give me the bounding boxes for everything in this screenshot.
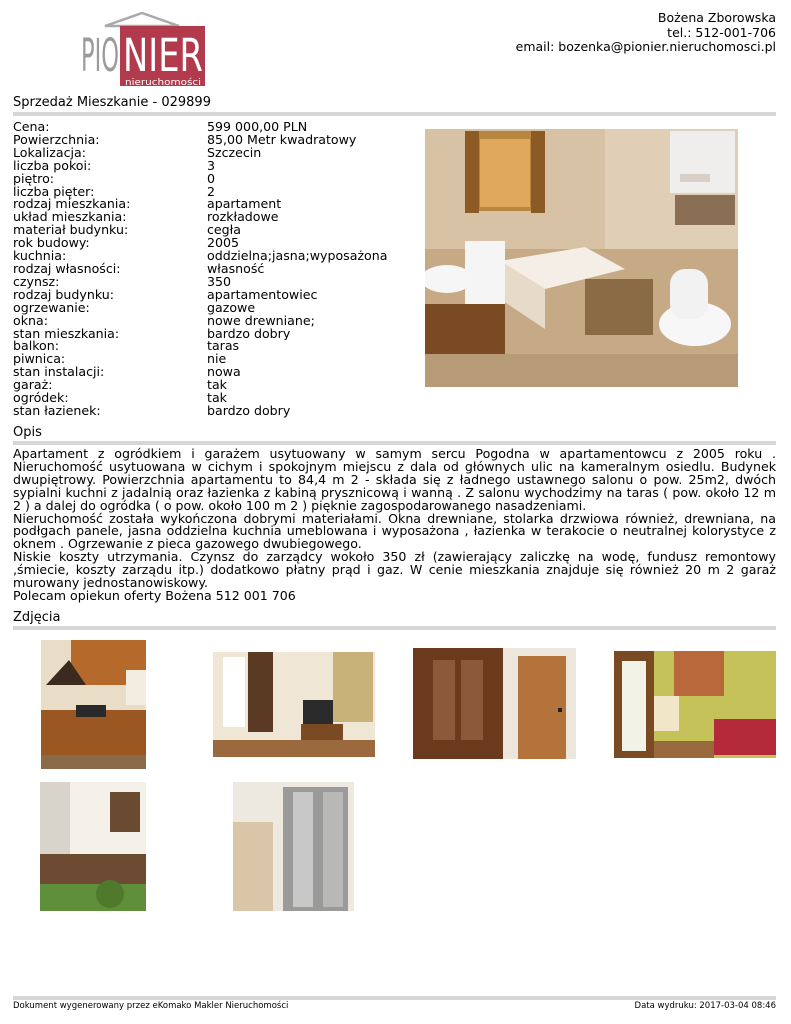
description-paragraph: Polecam opiekun oferty Bożena 512 001 706 (13, 587, 296, 603)
param-label: balkon: (13, 338, 59, 354)
param-label: stan mieszkania: (13, 325, 120, 341)
param-value: własność (207, 262, 265, 276)
property-parameters (13, 121, 387, 418)
param-value: nowe drewniane; (207, 314, 315, 328)
param-label: kuchnia: (13, 248, 67, 264)
param-label: materiał budynku: (13, 222, 129, 238)
param-row (13, 379, 387, 392)
param-label: ogrzewanie: (13, 299, 90, 315)
pionier-logo (79, 12, 205, 92)
param-value: oddzielna;jasna;wyposażona (207, 250, 387, 263)
param-label: rok budowy: (13, 235, 90, 251)
title-divider (13, 112, 776, 116)
param-value: 599 000,00 PLN (207, 121, 308, 134)
param-row (13, 340, 387, 353)
description-paragraph: Nieruchomość została wykończona dobrymi materiałami. Okna drewniane, stolarka drzwiowa również, drewniana, na podłgach panele, jasna oddzielna kuchnia umeblowana i wyposażona , łazienka w terakocie o neutralnej kolorystyce z oknem . Ogrzewanie z pieca gazowego dwubiegowego. (13, 510, 776, 552)
photo-bedroom[interactable] (614, 651, 776, 758)
description-paragraph: Niskie koszty utrzymania. Czynsz do zarządcy wokoło 350 zł (zawierający zaliczkę na wodę, fundusz remontowy ,śmiecie, koszty zarządu itp.) dodatkowo płatny prąd i gaz. W cenie mieszkania znajduje się również 20 m 2 garaż murowany jednostanowiskowy. (13, 549, 776, 591)
param-label: ogródek: (13, 390, 69, 406)
footer-generator-note: Dokument wygenerowany przez eKomako Makler Nieruchomości (13, 1001, 289, 1011)
param-value: apartament (207, 198, 282, 212)
param-label: układ mieszkania: (13, 209, 127, 225)
param-value: bardzo dobry (207, 404, 291, 418)
photos-divider (13, 626, 776, 630)
param-value: 2005 (207, 237, 240, 251)
param-row (13, 325, 387, 341)
main-photo-bathroom (425, 129, 738, 387)
param-value: taras (207, 340, 240, 354)
description-divider (13, 441, 776, 445)
param-value: Szczecin (207, 146, 262, 160)
param-label: garaż: (13, 377, 53, 393)
listing-title: Sprzedaż Mieszkanie - 029899 (13, 95, 211, 110)
param-label: stan instalacji: (13, 364, 105, 380)
param-value: 3 (207, 159, 216, 173)
param-row (13, 366, 387, 379)
photo-kitchen[interactable] (41, 640, 146, 769)
footer-print-date: Data wydruku: 2017-03-04 08:46 (634, 1001, 776, 1011)
param-label: liczba pokoi: (13, 157, 92, 173)
param-value: nie (207, 353, 227, 367)
param-label: rodzaj mieszkania: (13, 196, 131, 212)
param-value: nowa (207, 366, 241, 380)
param-value: 0 (207, 172, 216, 186)
param-label: rodzaj budynku: (13, 286, 114, 302)
photo-terrace[interactable] (40, 782, 146, 911)
param-label: Powierzchnia: (13, 131, 100, 147)
param-label: liczba pięter: (13, 183, 95, 199)
param-value: tak (207, 392, 227, 405)
param-value: cegła (207, 224, 241, 238)
agent-contact (516, 11, 776, 55)
param-label: czynsz: (13, 273, 60, 289)
param-row (13, 260, 387, 276)
param-label: Lokalizacja: (13, 144, 86, 160)
param-value: rozkładowe (207, 211, 279, 225)
param-label: stan łazienek: (13, 402, 101, 418)
photos-heading: Zdjęcia (13, 610, 61, 625)
param-label: okna: (13, 312, 48, 328)
param-value: 350 (207, 275, 232, 289)
param-row (13, 402, 387, 418)
agent-phone: tel.: 512-001-706 (667, 24, 776, 40)
param-row (13, 237, 387, 250)
param-row (13, 299, 387, 315)
description (13, 448, 776, 603)
param-label: rodzaj własności: (13, 260, 121, 276)
agent-email: email: bozenka@pionier.nieruchomosci.pl (515, 39, 776, 54)
param-value: 2 (207, 185, 216, 199)
photo-hallway[interactable] (413, 648, 576, 759)
param-label: piwnica: (13, 351, 66, 367)
param-value: gazowe (207, 301, 256, 315)
svg-text:NIER: NIER (123, 29, 203, 82)
param-row (13, 157, 387, 173)
param-value: 85,00 Metr kwadratowy (207, 133, 357, 147)
description-paragraph: Apartament z ogródkiem i garażem usytuowany w samym sercu Pogodna w apartamentowcu z 2005 roku . Nieruchomość usytuowana w cichym i spokojnym miejscu z dala od głównych ulic na kameralnym osiedlu. Budynek dwupiętrowy. Powierzchnia apartamentu to 84,4 m 2 - składa się z ładnego ustawnego salonu o pow. 25m2, dwóch sypialni kuchni z jadalnią oraz łazienka z kabiną prysznicową i wanną . Z salonu wychodzimy na taras ( pow. około 12 m 2 ) a dalej do ogródka ( o pow. około 100 m 2 ) pięknie zagospodarowanego nasadzeniami. (13, 446, 776, 513)
footer-divider (13, 996, 776, 1000)
param-label: Cena: (13, 119, 50, 134)
description-heading: Opis (13, 425, 42, 440)
svg-text:nieruchomości: nieruchomości (125, 78, 191, 88)
svg-text:PIO: PIO (81, 29, 119, 82)
agent-name: Bożena Zborowska (657, 10, 776, 25)
photo-shower[interactable] (233, 782, 354, 911)
photo-living-room[interactable] (213, 652, 375, 757)
param-value: apartamentowiec (207, 288, 318, 302)
param-value: tak (207, 379, 227, 393)
param-label: piętro: (13, 170, 55, 186)
param-value: bardzo dobry (207, 327, 291, 341)
